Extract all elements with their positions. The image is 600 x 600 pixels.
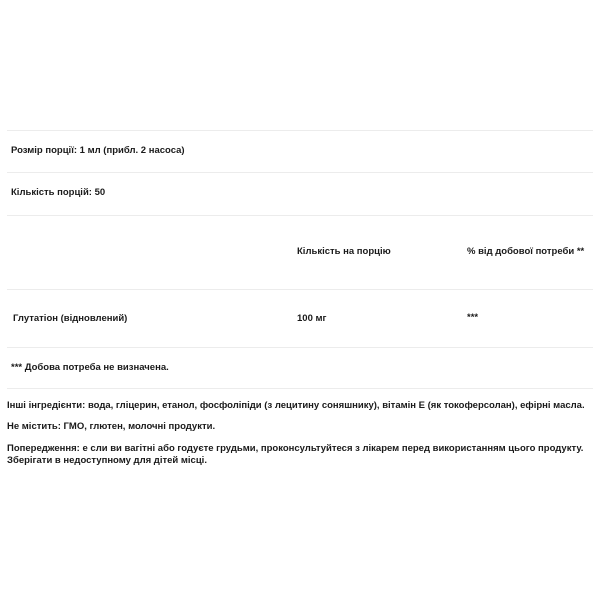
warning-label: Попередження: [7,443,80,454]
storage-note: Зберігати в недоступному для дітей місці. [7,455,207,466]
divider [7,215,593,216]
free-of [7,421,215,433]
divider [7,289,593,290]
free-of-label: Не містить: [7,421,61,432]
divider [7,172,593,173]
free-of-text: ГМО, глютен, молочні продукти. [60,421,216,432]
divider [7,130,593,131]
divider [7,347,593,348]
serving-size: Розмір порції: 1 мл (прибл. 2 насоса) [11,145,185,156]
divider [7,388,593,389]
footnote: *** Добова потреба не визначена. [11,362,169,373]
other-ingredients [7,400,585,412]
other-ingredients-label: Інші інгредієнти: [7,400,86,411]
ingredient-daily-value: *** [467,312,479,323]
warning-text: е сли ви вагітні або годуєте грудьми, проконсультуйтеся з лікарем перед використанням цього продукту. [79,443,584,454]
ingredient-amount: 100 мг [297,313,327,324]
header-daily-value: % від добової потреби ** [467,246,585,257]
other-ingredients-text: вода, гліцерин, етанол, фосфоліпіди (з лецитину соняшнику), вітамін E (як токоферсолан), ефірні масла. [85,400,585,411]
header-amount: Кількість на порцію [297,246,391,257]
ingredient-name: Глутатіон (відновлений) [13,313,128,324]
warning [7,443,583,455]
servings-count: Кількість порцій: 50 [11,187,106,198]
